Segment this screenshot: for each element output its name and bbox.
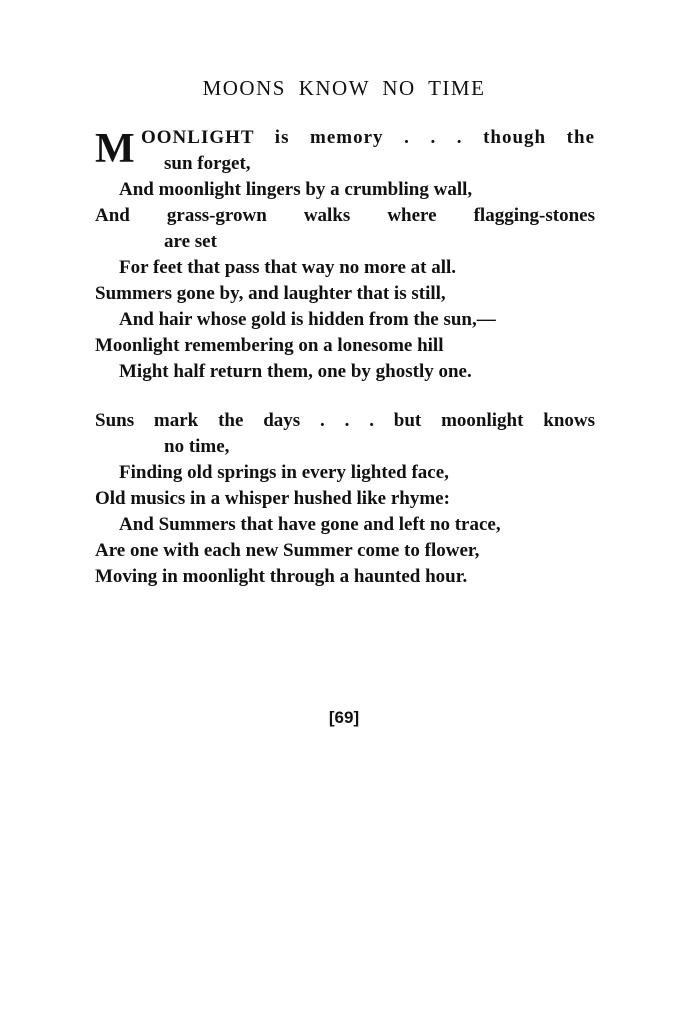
poem-title: MOONS KNOW NO TIME (202, 76, 486, 100)
poem-line: For feet that pass that way no more at all. (119, 257, 457, 278)
poem-line: Moving in moonlight through a haunted hour. (95, 566, 468, 587)
poem-line: And Summers that have gone and left no trace, (119, 514, 501, 535)
poem-line: And moonlight lingers by a crumbling wall, (119, 179, 473, 200)
drop-cap: M (95, 126, 135, 172)
poem-line: Summers gone by, and laughter that is still, (95, 283, 446, 304)
poem-line: sun forget, (164, 153, 251, 174)
poem-line: Finding old springs in every lighted face, (119, 462, 449, 483)
first-line-text: OONLIGHT is memory . . . though the (141, 127, 595, 148)
poem-line: no time, (164, 436, 230, 457)
poem-line: Moonlight remembering on a lonesome hill (95, 335, 444, 356)
poem-line: Old musics in a whisper hushed like rhyme: (95, 488, 450, 509)
poem-line: Are one with each new Summer come to flower, (95, 540, 480, 561)
poem-line: Might half return them, one by ghostly one. (119, 361, 472, 382)
page-number: [69] (328, 708, 360, 727)
poem-line: And hair whose gold is hidden from the sun,— (119, 309, 496, 330)
stanza-1 (95, 125, 595, 385)
stanza-2 (95, 408, 595, 590)
poem-line: are set (164, 231, 217, 252)
poem-line: And grass-grown walks where flagging-stones (95, 205, 595, 226)
poem-line: Suns mark the days . . . but moonlight knows (95, 410, 595, 431)
